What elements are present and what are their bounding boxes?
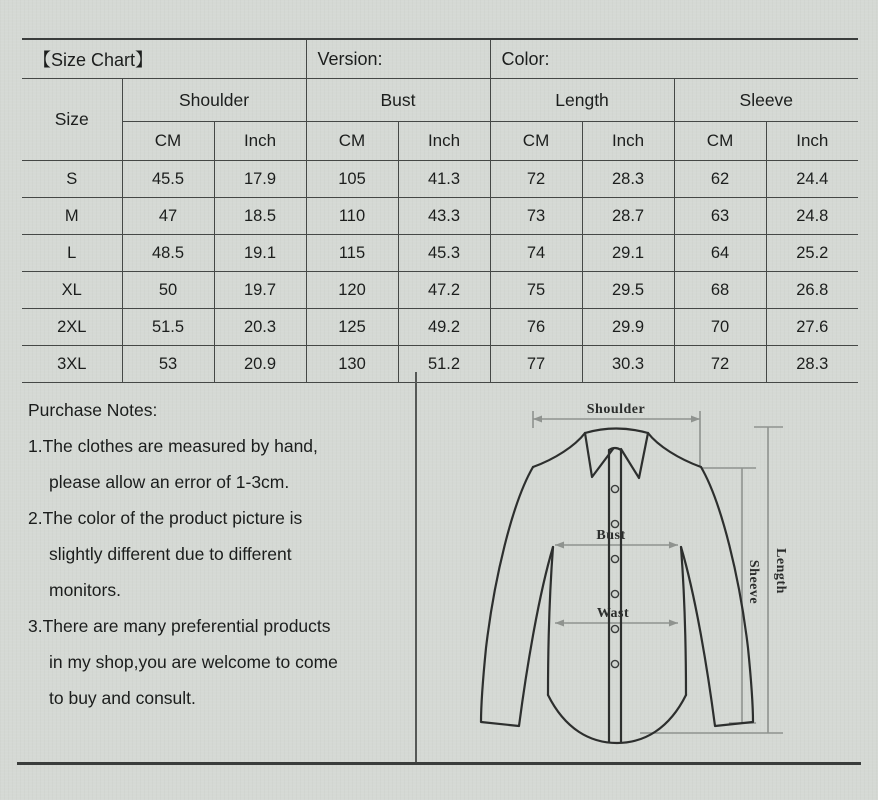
note-line: 1.The clothes are measured by hand, [28, 436, 318, 456]
table-row-l [22, 235, 858, 272]
value-cell: 28.3 [582, 161, 674, 198]
unit-header: Inch [398, 122, 490, 161]
unit-header: CM [674, 122, 766, 161]
unit-header: CM [122, 122, 214, 161]
value-cell: 74 [490, 235, 582, 272]
value-cell: 72 [674, 346, 766, 383]
measurement-lines [533, 411, 783, 733]
value-cell: 72 [490, 161, 582, 198]
value-cell: 20.3 [214, 309, 306, 346]
size-cell: 3XL [22, 346, 122, 383]
value-cell: 51.5 [122, 309, 214, 346]
shirt-diagram [420, 382, 878, 760]
unit-header: Inch [582, 122, 674, 161]
bust-label: Bust [596, 528, 626, 543]
value-cell: 28.3 [766, 346, 858, 383]
group-header-shoulder: Shoulder [122, 79, 306, 122]
value-cell: 49.2 [398, 309, 490, 346]
unit-header: CM [306, 122, 398, 161]
value-cell: 25.2 [766, 235, 858, 272]
unit-header: Inch [214, 122, 306, 161]
value-cell: 19.7 [214, 272, 306, 309]
value-cell: 45.3 [398, 235, 490, 272]
notes-heading: Purchase Notes: [28, 400, 158, 420]
value-cell: 63 [674, 198, 766, 235]
value-cell: 29.1 [582, 235, 674, 272]
version-label: Version: [306, 39, 490, 79]
value-cell: 30.3 [582, 346, 674, 383]
table-row-3xl [22, 346, 858, 383]
value-cell: 48.5 [122, 235, 214, 272]
note-line: 2.The color of the product picture is [28, 508, 303, 528]
note-line: in my shop,you are welcome to come [49, 652, 338, 672]
value-cell: 130 [306, 346, 398, 383]
size-cell: M [22, 198, 122, 235]
value-cell: 76 [490, 309, 582, 346]
value-cell: 19.1 [214, 235, 306, 272]
value-cell: 45.5 [122, 161, 214, 198]
value-cell: 18.5 [214, 198, 306, 235]
table-row-2xl [22, 309, 858, 346]
shirt-buttons [611, 485, 618, 667]
value-cell: 120 [306, 272, 398, 309]
value-cell: 110 [306, 198, 398, 235]
value-cell: 51.2 [398, 346, 490, 383]
bottom-rule [17, 762, 861, 765]
shoulder-label: Shoulder [586, 402, 646, 417]
value-cell: 62 [674, 161, 766, 198]
value-cell: 20.9 [214, 346, 306, 383]
value-cell: 47 [122, 198, 214, 235]
value-cell: 29.9 [582, 309, 674, 346]
value-cell: 64 [674, 235, 766, 272]
sleeve-label: Sheeve [746, 559, 761, 605]
group-header-length: Length [490, 79, 674, 122]
value-cell: 26.8 [766, 272, 858, 309]
length-label: Length [773, 548, 788, 594]
unit-header: Inch [766, 122, 858, 161]
value-cell: 68 [674, 272, 766, 309]
value-cell: 29.5 [582, 272, 674, 309]
purchase-notes [28, 392, 410, 716]
value-cell: 41.3 [398, 161, 490, 198]
value-cell: 53 [122, 346, 214, 383]
note-line: please allow an error of 1-3cm. [49, 472, 290, 492]
value-cell: 24.4 [766, 161, 858, 198]
value-cell: 28.7 [582, 198, 674, 235]
page-title: 【Size Chart】 [22, 39, 306, 79]
value-cell: 27.6 [766, 309, 858, 346]
value-cell: 70 [674, 309, 766, 346]
waist-label: Wast [596, 606, 630, 621]
vertical-divider [415, 372, 417, 763]
group-header-bust: Bust [306, 79, 490, 122]
value-cell: 75 [490, 272, 582, 309]
size-cell: S [22, 161, 122, 198]
note-line: to buy and consult. [49, 688, 196, 708]
note-line: slightly different due to different [49, 544, 292, 564]
value-cell: 50 [122, 272, 214, 309]
table-row-s [22, 161, 858, 198]
value-cell: 47.2 [398, 272, 490, 309]
value-cell: 77 [490, 346, 582, 383]
value-cell: 17.9 [214, 161, 306, 198]
note-line: 3.There are many preferential products [28, 616, 331, 636]
table-row-m [22, 198, 858, 235]
size-column-header: Size [22, 79, 122, 161]
color-label: Color: [490, 39, 858, 79]
value-cell: 43.3 [398, 198, 490, 235]
value-cell: 105 [306, 161, 398, 198]
note-line: monitors. [49, 580, 121, 600]
group-header-sleeve: Sleeve [674, 79, 858, 122]
table-row-xl [22, 272, 858, 309]
value-cell: 24.8 [766, 198, 858, 235]
size-table [22, 38, 858, 383]
size-cell: L [22, 235, 122, 272]
value-cell: 73 [490, 198, 582, 235]
size-cell: XL [22, 272, 122, 309]
unit-header: CM [490, 122, 582, 161]
shirt-outline [481, 429, 753, 744]
size-cell: 2XL [22, 309, 122, 346]
value-cell: 115 [306, 235, 398, 272]
value-cell: 125 [306, 309, 398, 346]
